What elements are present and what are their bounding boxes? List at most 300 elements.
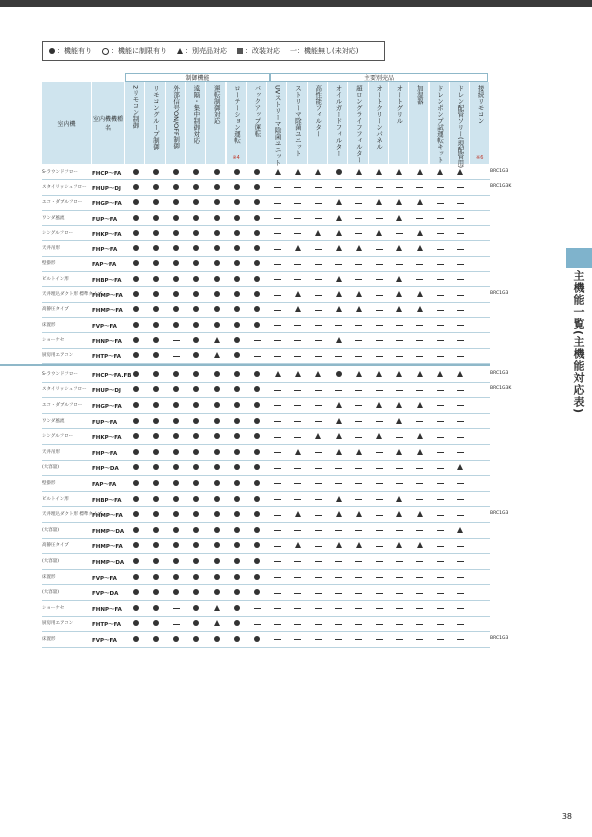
mark-none <box>312 352 325 360</box>
mark-none <box>332 636 345 644</box>
row-unit-name: S-ラウンドフロー <box>42 169 78 175</box>
mark-option <box>352 542 365 550</box>
mark-none <box>434 433 447 441</box>
row-unit-name: ショーケセ <box>42 337 65 343</box>
mark-available <box>170 322 183 330</box>
mark-available <box>231 386 244 394</box>
mark-option <box>291 371 304 379</box>
mark-none <box>434 620 447 628</box>
mark-available <box>251 291 264 299</box>
mark-none <box>312 496 325 504</box>
mark-none <box>454 433 467 441</box>
mark-option <box>373 433 386 441</box>
mark-available <box>129 542 142 550</box>
mark-none <box>352 496 365 504</box>
mark-none <box>434 215 447 223</box>
header-model: 室内機機種名 <box>92 82 125 164</box>
mark-none <box>454 337 467 345</box>
table-row <box>42 367 509 383</box>
mark-option <box>393 496 406 504</box>
header-col <box>166 82 186 164</box>
mark-none <box>454 184 467 192</box>
mark-option <box>393 511 406 519</box>
mark-available <box>210 496 223 504</box>
mark-none <box>291 352 304 360</box>
mark-available <box>149 337 162 345</box>
mark-none <box>454 449 467 457</box>
mark-available <box>210 574 223 582</box>
mark-option <box>312 230 325 238</box>
mark-none <box>352 352 365 360</box>
mark-none <box>352 605 365 613</box>
mark-available <box>190 402 203 410</box>
row-unit-name: 天井吊形 <box>42 449 60 455</box>
row-model: FHCP～FA <box>92 170 122 177</box>
mark-available <box>170 418 183 426</box>
table-row <box>42 632 509 648</box>
mark-available <box>190 322 203 330</box>
table-row <box>42 601 490 617</box>
mark-option <box>454 371 467 379</box>
row-remote: BRC1G3 <box>490 635 509 641</box>
mark-none <box>434 480 447 488</box>
mark-available <box>210 558 223 566</box>
header-col <box>348 82 368 164</box>
row-unit-name: 天井吊形 <box>42 246 60 252</box>
mark-available <box>251 230 264 238</box>
mark-available <box>170 276 183 284</box>
mark-none <box>393 184 406 192</box>
row-unit-name: (大容量) <box>42 558 60 564</box>
mark-option <box>413 371 426 379</box>
mark-available <box>251 574 264 582</box>
mark-none <box>413 276 426 284</box>
mark-available <box>170 386 183 394</box>
mark-none <box>291 605 304 613</box>
mark-available <box>149 215 162 223</box>
mark-none <box>434 464 447 472</box>
mark-none <box>373 480 386 488</box>
mark-none <box>393 605 406 613</box>
row-unit-name: スタイリッシュフロー <box>42 184 87 190</box>
row-remote: BRC1G3 <box>490 168 509 174</box>
mark-none <box>352 260 365 268</box>
mark-available <box>149 558 162 566</box>
mark-available <box>129 636 142 644</box>
mark-none <box>352 322 365 330</box>
mark-available <box>190 542 203 550</box>
mark-none <box>413 418 426 426</box>
mark-available <box>190 337 203 345</box>
mark-available <box>190 433 203 441</box>
mark-none <box>454 605 467 613</box>
mark-none <box>434 558 447 566</box>
mark-none <box>393 620 406 628</box>
mark-option <box>393 306 406 314</box>
mark-available <box>190 496 203 504</box>
row-model: FHP～FA <box>92 247 118 254</box>
mark-none <box>312 449 325 457</box>
row-model: FHKP～FA <box>92 231 122 238</box>
mark-none <box>312 620 325 628</box>
mark-none <box>332 620 345 628</box>
mark-none <box>312 464 325 472</box>
mark-available <box>129 199 142 207</box>
mark-available <box>251 480 264 488</box>
mark-available <box>170 371 183 379</box>
header-col-label: 接続リモコン <box>476 85 485 124</box>
mark-available <box>170 402 183 410</box>
mark-none <box>373 260 386 268</box>
mark-none <box>434 511 447 519</box>
mark-none <box>271 589 284 597</box>
mark-available <box>149 386 162 394</box>
mark-option <box>332 511 345 519</box>
mark-available <box>210 402 223 410</box>
mark-available <box>129 371 142 379</box>
mark-available <box>170 291 183 299</box>
mark-none <box>352 433 365 441</box>
mark-none <box>373 291 386 299</box>
table-row <box>42 226 490 241</box>
row-unit-name: 壁掛形 <box>42 480 56 486</box>
row-unit-name: 高静圧タイプ <box>42 307 69 313</box>
row-unit-name: ビルトイン形 <box>42 496 69 502</box>
mark-none <box>393 386 406 394</box>
mark-option <box>352 291 365 299</box>
mark-none <box>454 291 467 299</box>
header-col-label: リモコングループ制御 <box>151 85 160 150</box>
row-model: FHTP～FA <box>92 354 122 361</box>
mark-none <box>271 245 284 253</box>
table-row <box>42 585 490 601</box>
mark-none <box>291 184 304 192</box>
mark-none <box>312 245 325 253</box>
row-model: FVP～DA <box>92 591 119 598</box>
row-model: FHMP～FA <box>92 513 123 520</box>
mark-none <box>413 589 426 597</box>
table-row <box>42 287 509 302</box>
side-title: 主機能一覧(主機能対応表) <box>572 270 585 415</box>
legend-modified: ：改装対応 <box>237 46 280 56</box>
mark-option <box>413 433 426 441</box>
mark-none <box>434 418 447 426</box>
mark-none <box>393 352 406 360</box>
table-row <box>42 461 490 477</box>
mark-none <box>454 558 467 566</box>
mark-option <box>352 245 365 253</box>
mark-available <box>170 184 183 192</box>
mark-none <box>291 574 304 582</box>
mark-none <box>251 605 264 613</box>
mark-none <box>312 636 325 644</box>
row-unit-name: 厨房用エアコン <box>42 353 74 359</box>
mark-none <box>413 574 426 582</box>
mark-none <box>454 306 467 314</box>
header-col-label: 超ロングライフフィルター <box>354 85 363 163</box>
row-model: FUP～FA <box>92 419 118 426</box>
mark-available <box>190 558 203 566</box>
mark-none <box>312 527 325 535</box>
row-remote: BRC1G3 <box>490 370 509 376</box>
mark-none <box>332 589 345 597</box>
mark-none <box>271 480 284 488</box>
mark-none <box>434 527 447 535</box>
mark-none <box>352 184 365 192</box>
mark-none <box>332 574 345 582</box>
mark-option <box>393 276 406 284</box>
mark-none <box>373 605 386 613</box>
table-row <box>42 476 490 492</box>
table-row <box>42 414 490 430</box>
mark-none <box>312 322 325 330</box>
mark-available <box>210 480 223 488</box>
mark-none <box>373 636 386 644</box>
mark-none <box>291 322 304 330</box>
mark-none <box>352 464 365 472</box>
header-col-label: オイルガードフィルター <box>334 85 343 157</box>
row-model: FHBP～FA <box>92 277 122 284</box>
header-col-label: 2リモコン制御 <box>131 85 140 129</box>
mark-none <box>373 464 386 472</box>
mark-available <box>149 306 162 314</box>
mark-none <box>454 542 467 550</box>
mark-none <box>332 386 345 394</box>
mark-available <box>251 215 264 223</box>
row-model: FHKP～FA <box>92 435 122 442</box>
mark-none <box>413 260 426 268</box>
table-row <box>42 196 490 211</box>
mark-available <box>231 230 244 238</box>
mark-none <box>352 636 365 644</box>
mark-none <box>373 574 386 582</box>
mark-none <box>454 199 467 207</box>
mark-available <box>170 169 183 177</box>
mark-option <box>210 620 223 628</box>
mark-available <box>190 215 203 223</box>
header-col <box>328 82 348 164</box>
table-row <box>42 507 509 523</box>
mark-option <box>393 291 406 299</box>
mark-none <box>352 402 365 410</box>
table-row <box>42 523 490 539</box>
mark-available <box>251 371 264 379</box>
mark-available <box>190 184 203 192</box>
mark-available <box>251 636 264 644</box>
mark-none <box>434 589 447 597</box>
mark-none <box>312 542 325 550</box>
header-col-label: オートクリーンパネル <box>375 85 384 150</box>
mark-none <box>170 337 183 345</box>
mark-available <box>210 322 223 330</box>
mark-available <box>149 169 162 177</box>
mark-none <box>434 605 447 613</box>
mark-none <box>352 386 365 394</box>
mark-available <box>251 418 264 426</box>
header-col-label: ストリーマ除菌ユニット <box>293 85 302 157</box>
mark-none <box>332 352 345 360</box>
mark-available <box>210 245 223 253</box>
mark-available <box>129 184 142 192</box>
mark-none <box>454 386 467 394</box>
mark-option <box>373 230 386 238</box>
mark-available <box>210 169 223 177</box>
mark-none <box>413 337 426 345</box>
mark-none <box>271 215 284 223</box>
mark-none <box>332 260 345 268</box>
table-row <box>42 180 512 195</box>
mark-none <box>393 527 406 535</box>
header-col <box>450 82 470 169</box>
mark-available <box>190 636 203 644</box>
mark-none <box>251 337 264 345</box>
mark-available <box>231 605 244 613</box>
mark-available <box>231 620 244 628</box>
mark-available <box>251 496 264 504</box>
mark-none <box>434 260 447 268</box>
mark-none <box>434 337 447 345</box>
mark-available <box>210 542 223 550</box>
table-row <box>42 349 490 364</box>
mark-available <box>149 352 162 360</box>
mark-option <box>332 306 345 314</box>
mark-available <box>170 636 183 644</box>
mark-available <box>190 352 203 360</box>
mark-available <box>251 199 264 207</box>
mark-available <box>251 449 264 457</box>
mark-none <box>454 589 467 597</box>
mark-none <box>454 260 467 268</box>
mark-option <box>454 169 467 177</box>
mark-available <box>129 230 142 238</box>
mark-available <box>190 620 203 628</box>
mark-option <box>332 215 345 223</box>
mark-option <box>332 230 345 238</box>
mark-none <box>434 542 447 550</box>
mark-available <box>149 433 162 441</box>
mark-none <box>170 620 183 628</box>
mark-none <box>413 605 426 613</box>
mark-available <box>210 386 223 394</box>
mark-option <box>332 276 345 284</box>
table-row <box>42 429 490 445</box>
mark-option <box>332 199 345 207</box>
mark-available <box>149 496 162 504</box>
table-row <box>42 211 490 226</box>
mark-none <box>373 558 386 566</box>
mark-available <box>251 169 264 177</box>
mark-none <box>271 511 284 519</box>
header-col-label: 高性能フィルター <box>314 85 323 137</box>
mark-none <box>393 464 406 472</box>
mark-available <box>251 306 264 314</box>
mark-none <box>312 199 325 207</box>
mark-none <box>352 574 365 582</box>
mark-option <box>332 449 345 457</box>
mark-none <box>291 260 304 268</box>
mark-none <box>271 306 284 314</box>
mark-none <box>413 636 426 644</box>
mark-option <box>332 402 345 410</box>
mark-available <box>210 184 223 192</box>
row-unit-name: シングルフロー <box>42 434 74 440</box>
mark-available <box>129 402 142 410</box>
row-model: FHMP～FA <box>92 544 123 551</box>
mark-available <box>129 574 142 582</box>
mark-none <box>271 464 284 472</box>
mark-available <box>129 291 142 299</box>
mark-option <box>413 291 426 299</box>
mark-none <box>251 352 264 360</box>
mark-none <box>291 433 304 441</box>
row-model: FHNP～FA <box>92 338 122 345</box>
mark-available <box>251 402 264 410</box>
mark-available <box>149 418 162 426</box>
header-col-label: バックアップ運転 <box>253 85 262 137</box>
mark-available <box>170 306 183 314</box>
header-col <box>186 82 206 164</box>
table-row <box>42 257 490 272</box>
mark-none <box>271 433 284 441</box>
mark-available <box>231 433 244 441</box>
mark-available <box>149 511 162 519</box>
mark-none <box>413 322 426 330</box>
mark-option <box>312 169 325 177</box>
legend-option: ：別売品対応 <box>177 46 227 56</box>
mark-none <box>434 636 447 644</box>
table-row <box>42 333 490 348</box>
mark-none <box>271 574 284 582</box>
mark-none <box>271 542 284 550</box>
legend-limited: ：機能に制限有り <box>102 46 167 56</box>
mark-available <box>129 418 142 426</box>
mark-available <box>149 276 162 284</box>
mark-available <box>149 620 162 628</box>
row-model: FHTP～FA <box>92 622 122 629</box>
mark-available <box>210 418 223 426</box>
mark-option <box>393 449 406 457</box>
mark-available <box>210 636 223 644</box>
mark-none <box>373 276 386 284</box>
mark-available <box>190 449 203 457</box>
table-row <box>42 570 490 586</box>
mark-option <box>210 337 223 345</box>
mark-none <box>352 230 365 238</box>
mark-available <box>251 511 264 519</box>
mark-option <box>413 402 426 410</box>
row-model: FHNP～FA <box>92 606 122 613</box>
row-model: FAP～FA <box>92 481 117 488</box>
mark-none <box>312 402 325 410</box>
mark-option <box>291 169 304 177</box>
mark-option <box>332 291 345 299</box>
row-model: FHP～DA <box>92 466 119 473</box>
mark-none <box>291 636 304 644</box>
mark-none <box>291 199 304 207</box>
header-unit: 室内機 <box>42 82 92 164</box>
mark-available <box>210 276 223 284</box>
mark-option <box>291 511 304 519</box>
mark-option <box>291 245 304 253</box>
header-col-label: 外部信号ON/OFF制御 <box>172 85 181 149</box>
mark-none <box>332 480 345 488</box>
mark-option <box>332 496 345 504</box>
mark-available <box>149 542 162 550</box>
mark-available <box>190 386 203 394</box>
mark-none <box>373 322 386 330</box>
mark-none <box>312 306 325 314</box>
mark-available <box>210 371 223 379</box>
